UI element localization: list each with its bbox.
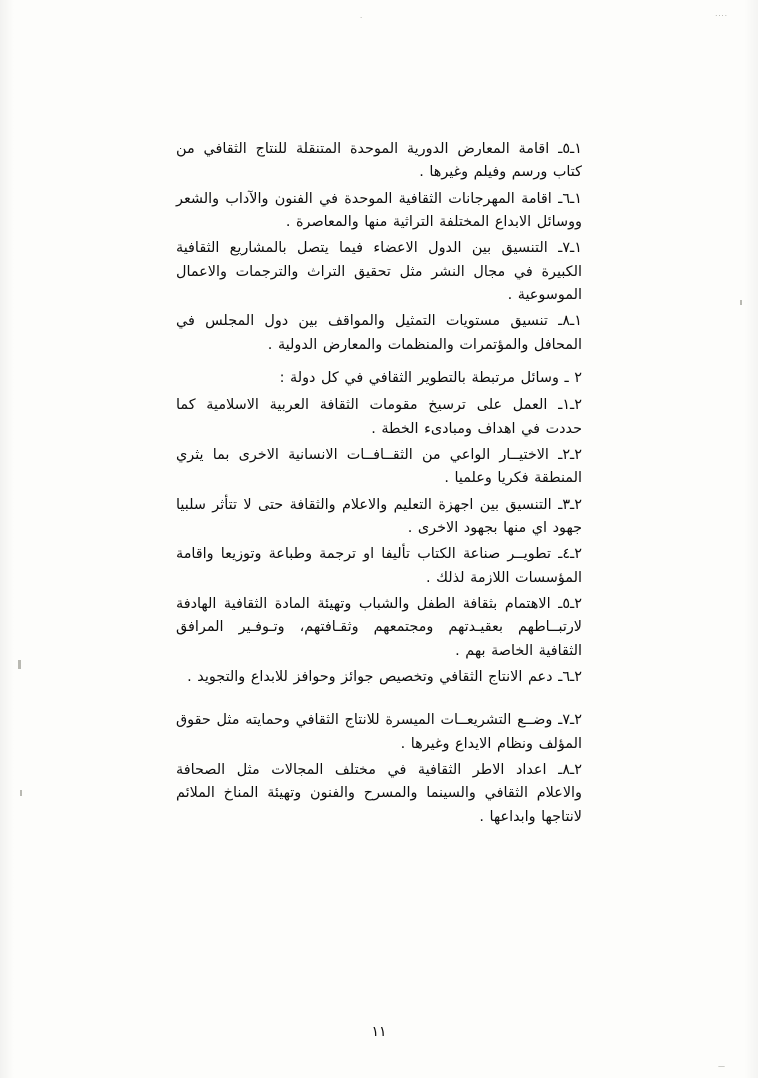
section-heading: ٢ ـ وسائل مرتبطة بالتطوير الثقافي في كل دولة : xyxy=(279,369,582,386)
corner-mark-top-right: .... xyxy=(715,10,728,18)
list-item: ١ـ٥ـ اقامة المعارض الدورية الموحدة المتنقلة للنتاج الثقافي من كتاب ورسم وفيلم وغيرها . xyxy=(176,141,582,181)
list-item: ٢ـ٥ـ الاهتمام بثقافة الطفل والشباب وتهيئة المادة الثقافية الهادفة لارتبــاطهم بعقيـدتهم ومجتمعهم وثقـافتهم، وتـوفـير المرافق الثقافية الخاصة بهم . xyxy=(176,595,582,659)
list-item: ٢ـ٨ـ اعداد الاطر الثقافية في مختلف المجالات مثل الصحافة والاعلام الثقافي والسينما والمسرح والفنون وتهيئة المناخ الملائم لانتاجها وابداعها . xyxy=(176,761,582,825)
list-item: ٢ـ٦ـ دعم الانتاج الثقافي وتخصيص جوائز وحوافز للابداع والتجويد . xyxy=(187,668,582,685)
scan-edge-right xyxy=(744,0,758,1078)
scan-speck xyxy=(18,660,21,669)
page-number: ١١ xyxy=(371,1024,387,1040)
scan-edge-left xyxy=(0,0,14,1078)
list-item: ٢ـ٧ـ وضــع التشريعــات الميسرة للانتاج الثقافي وحمايته مثل حقوق المؤلف ونظام الايداع وغيرها . xyxy=(176,712,582,752)
document-body xyxy=(176,138,582,832)
list-item: ١ـ٦ـ اقامة المهرجانات الثقافية الموحدة في الفنون والآداب والشعر ووسائل الابداع المختلفة التراثية منها والمعاصرة . xyxy=(176,190,582,230)
list-item: ١ـ٨ـ تنسيق مستويات التمثيل والمواقف بين دول المجلس في المحافل والمؤتمرات والمنظمات والمعارض الدولية . xyxy=(176,313,582,353)
list-item: ٢ـ١ـ العمل على ترسيخ مقومات الثقافة العربية الاسلامية كما حددت في اهداف ومبادىء الخطة . xyxy=(176,397,582,437)
list-item: ٢ـ٢ـ الاختيــار الواعي من الثقــافــات الانسانية الاخرى بما يثري المنطقة فكريا وعلميا . xyxy=(176,446,582,487)
list-item: ١ـ٧ـ التنسيق بين الدول الاعضاء فيما يتصل بالمشاريع الثقافية الكبيرة في مجال النشر مثل تحقيق التراث والترجمات والاعمال الموسوعية . xyxy=(176,240,582,303)
corner-mark-top-left: · xyxy=(360,14,364,22)
scan-speck xyxy=(740,300,742,305)
corner-mark-bottom-right: — xyxy=(718,1062,726,1070)
list-item: ٢ـ٣ـ التنسيق بين اجهزة التعليم والاعلام والثقافة حتى لا تتأثر سلبيا جهود اي منها بجهود الاخرى . xyxy=(176,496,582,536)
list-item: ٢ـ٤ـ تطويــر صناعة الكتاب تأليفا او ترجمة وطباعة وتوزيعا واقامة المؤسسات اللازمة لذلك . xyxy=(176,546,582,586)
scan-speck xyxy=(20,790,22,796)
